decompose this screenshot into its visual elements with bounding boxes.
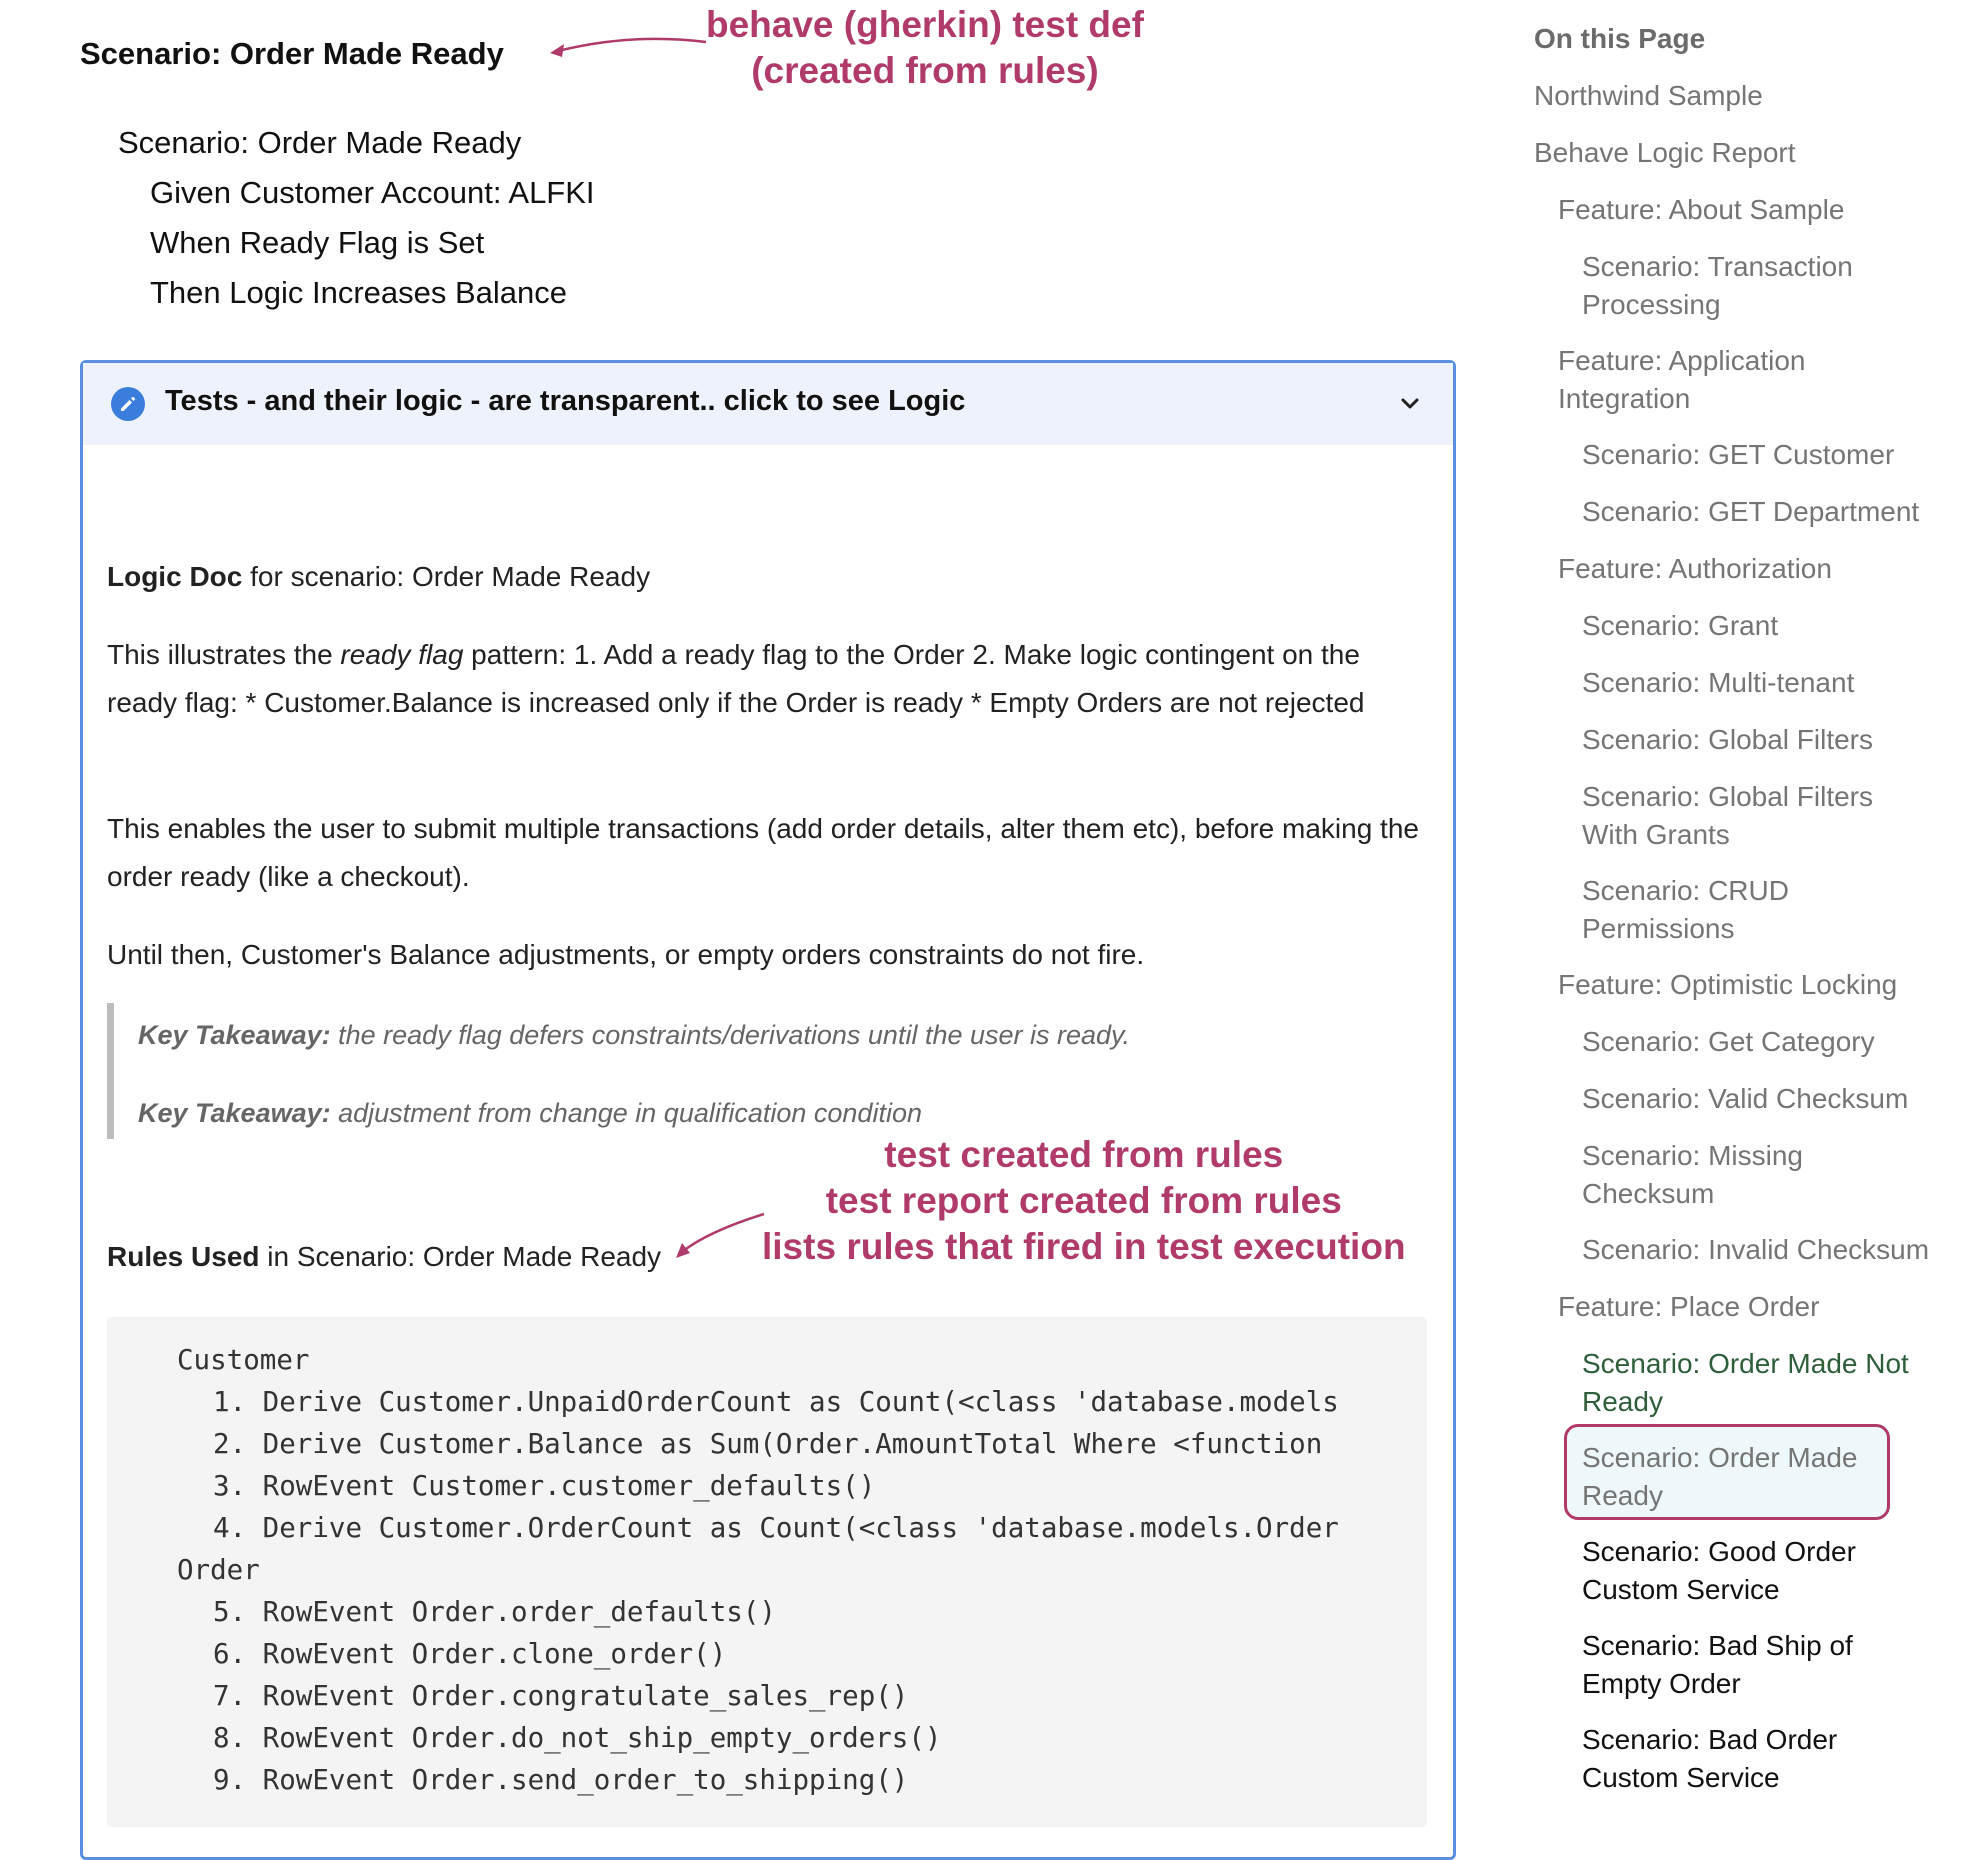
annotation-gherkin — [706, 2, 1144, 94]
takeaway-label: Key Takeaway: — [138, 1098, 331, 1128]
gherkin-then: Then Logic Increases Balance — [150, 275, 568, 310]
toc-item-scenario-valid-checksum[interactable]: Scenario: Valid Checksum — [1582, 1083, 1909, 1114]
admonition-title[interactable]: Tests - and their logic - are transparent.. click to see Logic — [165, 385, 966, 417]
toc-item-feature-application-integration[interactable]: Feature: Application Integration — [1558, 345, 1806, 414]
rules-code — [177, 1339, 1339, 1801]
annotation-line: test report created from rules — [825, 1180, 1342, 1221]
logic-doc-rest: for scenario: Order Made Ready — [242, 561, 651, 592]
toc-item-feature-about-sample[interactable]: Feature: About Sample — [1558, 194, 1845, 225]
takeaway-blockquote — [107, 1003, 1397, 1139]
annotation-line: test created from rules — [884, 1134, 1284, 1175]
gherkin-block — [118, 118, 595, 318]
toc-item-scenario-order-made-not-ready[interactable]: Scenario: Order Made Not Ready — [1582, 1348, 1909, 1417]
toc-item-scenario-crud-permissions[interactable]: Scenario: CRUD Permissions — [1582, 875, 1789, 944]
toc-item-scenario-get-category[interactable]: Scenario: Get Category — [1582, 1026, 1875, 1057]
gherkin-given: Given Customer Account: ALFKI — [150, 175, 595, 210]
rule-line: 3. RowEvent Customer.customer_defaults() — [213, 1470, 876, 1502]
rule-line: 6. RowEvent Order.clone_order() — [213, 1638, 727, 1670]
takeaway-2 — [138, 1093, 1397, 1133]
toc-item-scenario-global-filters-with-grants[interactable]: Scenario: Global Filters With Grants — [1582, 781, 1874, 850]
toc-item-scenario-order-made-ready[interactable]: Scenario: Order Made Ready — [1582, 1442, 1858, 1511]
toc-item-scenario-get-department[interactable]: Scenario: GET Department — [1582, 496, 1920, 527]
toc-item-scenario-bad-order-custom-service[interactable]: Scenario: Bad Order Custom Service — [1582, 1724, 1838, 1793]
rules-code-block — [107, 1317, 1427, 1827]
rule-group-name: Order — [177, 1554, 260, 1586]
toc-item-scenario-global-filters[interactable]: Scenario: Global Filters — [1582, 724, 1874, 755]
toc-item-behave-logic-report[interactable]: Behave Logic Report — [1534, 137, 1796, 168]
logic-doc-bold: Logic Doc — [107, 561, 243, 592]
logic-paragraph-3: Until then, Customer's Balance adjustments, or empty orders constraints do not fire. — [107, 939, 1145, 970]
toc-item-feature-place-order[interactable]: Feature: Place Order — [1558, 1291, 1820, 1322]
scenario-heading: Scenario: Order Made Ready — [80, 36, 504, 71]
annotation-line: lists rules that fired in test execution — [762, 1226, 1406, 1267]
annotation-arrow-icon — [672, 1210, 772, 1260]
takeaway-label: Key Takeaway: — [138, 1020, 331, 1050]
toc-item-scenario-invalid-checksum[interactable]: Scenario: Invalid Checksum — [1582, 1234, 1930, 1265]
logic-paragraph-2: This enables the user to submit multiple transactions (add order details, alter them etc), before making the order ready (like a checkout). — [107, 813, 1419, 892]
rule-line: 9. RowEvent Order.send_order_to_shipping() — [213, 1764, 909, 1796]
toc-item-feature-authorization[interactable]: Feature: Authorization — [1558, 553, 1832, 584]
annotation-line: behave (gherkin) test def — [706, 4, 1144, 45]
toc-item-scenario-transaction-processing[interactable]: Scenario: Transaction Processing — [1582, 251, 1853, 320]
toc-item-feature-optimistic-locking[interactable]: Feature: Optimistic Locking — [1558, 969, 1898, 1000]
takeaway-1 — [138, 1015, 1397, 1055]
admonition-header[interactable] — [83, 363, 1453, 445]
para1-start: This illustrates the — [107, 639, 341, 670]
toc-item-scenario-good-order-custom-service[interactable]: Scenario: Good Order Custom Service — [1582, 1536, 1856, 1605]
logic-admonition — [80, 360, 1456, 1860]
rules-used-rest: in Scenario: Order Made Ready — [259, 1241, 662, 1272]
logic-doc-label — [107, 553, 1437, 601]
annotation-line: (created from rules) — [751, 50, 1099, 91]
gherkin-scenario: Scenario: Order Made Ready — [118, 125, 522, 160]
toc-header: On this Page — [1534, 23, 1706, 54]
pencil-icon — [111, 387, 145, 421]
toc-item-scenario-multi-tenant[interactable]: Scenario: Multi-tenant — [1582, 667, 1855, 698]
toc-item-scenario-bad-ship-of-empty-order[interactable]: Scenario: Bad Ship of Empty Order — [1582, 1630, 1853, 1699]
toc-item-scenario-missing-checksum[interactable]: Scenario: Missing Checksum — [1582, 1140, 1803, 1209]
rules-used-bold: Rules Used — [107, 1241, 260, 1272]
takeaway-text: adjustment from change in qualification condition — [330, 1098, 922, 1128]
takeaway-text: the ready flag defers constraints/derivations until the user is ready. — [330, 1020, 1131, 1050]
chevron-down-icon[interactable] — [1395, 389, 1425, 419]
logic-paragraph-1 — [107, 631, 1437, 727]
annotation-rules — [762, 1132, 1406, 1270]
rule-line: 7. RowEvent Order.congratulate_sales_rep() — [213, 1680, 909, 1712]
rule-line: 4. Derive Customer.OrderCount as Count(<class 'database.models.Order — [213, 1512, 1339, 1544]
rule-line: 1. Derive Customer.UnpaidOrderCount as Count(<class 'database.models — [213, 1386, 1339, 1418]
annotation-arrow-icon — [548, 30, 708, 60]
toc-item-northwind-sample[interactable]: Northwind Sample — [1534, 80, 1763, 111]
rule-line: 8. RowEvent Order.do_not_ship_empty_orders() — [213, 1722, 942, 1754]
rule-group-name: Customer — [177, 1344, 310, 1376]
rule-line: 2. Derive Customer.Balance as Sum(Order.AmountTotal Where <function — [213, 1428, 1323, 1460]
gherkin-when: When Ready Flag is Set — [150, 225, 485, 260]
rule-line: 5. RowEvent Order.order_defaults() — [213, 1596, 776, 1628]
para1-end: pattern: 1. Add a ready flag to the Order 2. Make logic contingent on the ready flag: * Customer.Balance is increased only if the Order is ready * Empty Orders are not rejected — [107, 639, 1365, 718]
toc-item-scenario-grant[interactable]: Scenario: Grant — [1582, 610, 1779, 641]
toc-item-scenario-get-customer[interactable]: Scenario: GET Customer — [1582, 439, 1895, 470]
para1-emphasis: ready flag — [340, 639, 464, 670]
